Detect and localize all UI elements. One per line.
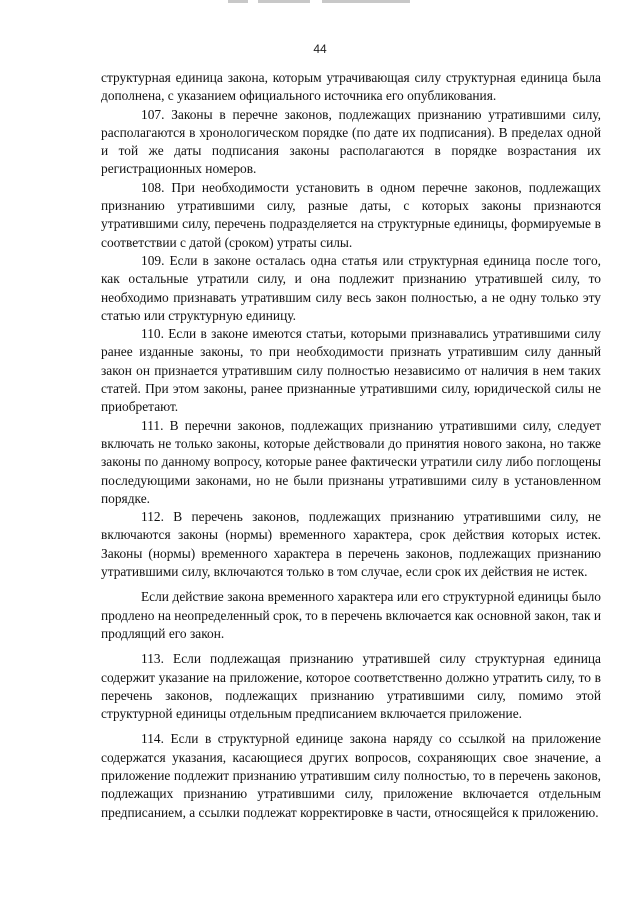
scan-artifact <box>258 0 310 3</box>
paragraph-109: 109. Если в законе осталась одна статья или структурная единица после того, как остальные утратили силу, и она подлежит признанию утратившей силу, то необходимо признавать утратившим силу весь закон полностью, а не одну только эту статью или структурную единицу. <box>101 252 601 323</box>
paragraph-111: 111. В перечни законов, подлежащих признанию утратившими силу, следует включать не только законы, которые действовали до принятия нового закона, но также законы по данному вопросу, которые ранее фактически утратили силу либо поглощены последующими законами, но не были признаны утратившими силу в установленном порядке. <box>101 417 601 506</box>
paragraph-108: 108. При необходимости установить в одном перечне законов, подлежащих признанию утратившими силу, разные даты, с которых законы признаются утратившими силу, перечень подразделяется на структурные единицы, формируемые в соответствии с датой (сроком) утраты силы. <box>101 179 601 250</box>
paragraph-113: 113. Если подлежащая признанию утратившей силу структурная единица содержит указание на приложение, которое соответственно должно утратить силу, то в перечень законов, подлежащих признанию утратившими силу, помимо этой структурной единицы отдельным предписанием включается приложение. <box>101 651 601 722</box>
scan-artifact <box>228 0 248 3</box>
paragraph-continuation: структурная единица закона, которым утрачивающая силу структурная единица была дополнена, с указанием официального источника его опубликования. <box>101 70 601 104</box>
paragraph-110: 110. Если в законе имеются статьи, которыми признавались утратившими силу ранее изданные законы, то при необходимости признать утратившим силу данный закон он признается утратившим силу полностью независимо от наличия в нем таких статей. При этом законы, ранее признанные утратившими силу, юридической силы не приобретают. <box>101 326 601 415</box>
scan-artifact <box>322 0 410 3</box>
paragraph-112-addendum: Если действие закона временного характера или его структурной единицы было продлено на неопределенный срок, то в перечень включается как основной закон, так и продлящий его закон. <box>101 589 601 641</box>
paragraph-107: 107. Законы в перечне законов, подлежащих признанию утратившими силу, располагаются в хронологическом порядке (по дате их подписания). В пределах одной и той же даты подписания законы располагаются в порядке возрастания их регистрационных номеров. <box>101 106 601 177</box>
document-body <box>101 69 601 822</box>
page-number: 44 <box>313 42 327 56</box>
paragraph-112: 112. В перечень законов, подлежащих признанию утратившими силу, не включаются законы (нормы) временного характера, срок действия которых истек. Законы (нормы) временного характера в перечень законов, подлежащих признанию утратившими силу, включаются только в том случае, если срок их действия не истек. <box>101 509 601 580</box>
paragraph-114: 114. Если в структурной единице закона наряду со ссылкой на приложение содержатся указания, касающиеся других вопросов, сохраняющих свое значение, а приложение подлежит признанию утратившим силу полностью, то в перечень законов, подлежащих признанию утратившими силу, приложение включается отдельным предписанием, а ссылки подлежат корректировке в части, относящейся к приложению. <box>101 731 601 820</box>
